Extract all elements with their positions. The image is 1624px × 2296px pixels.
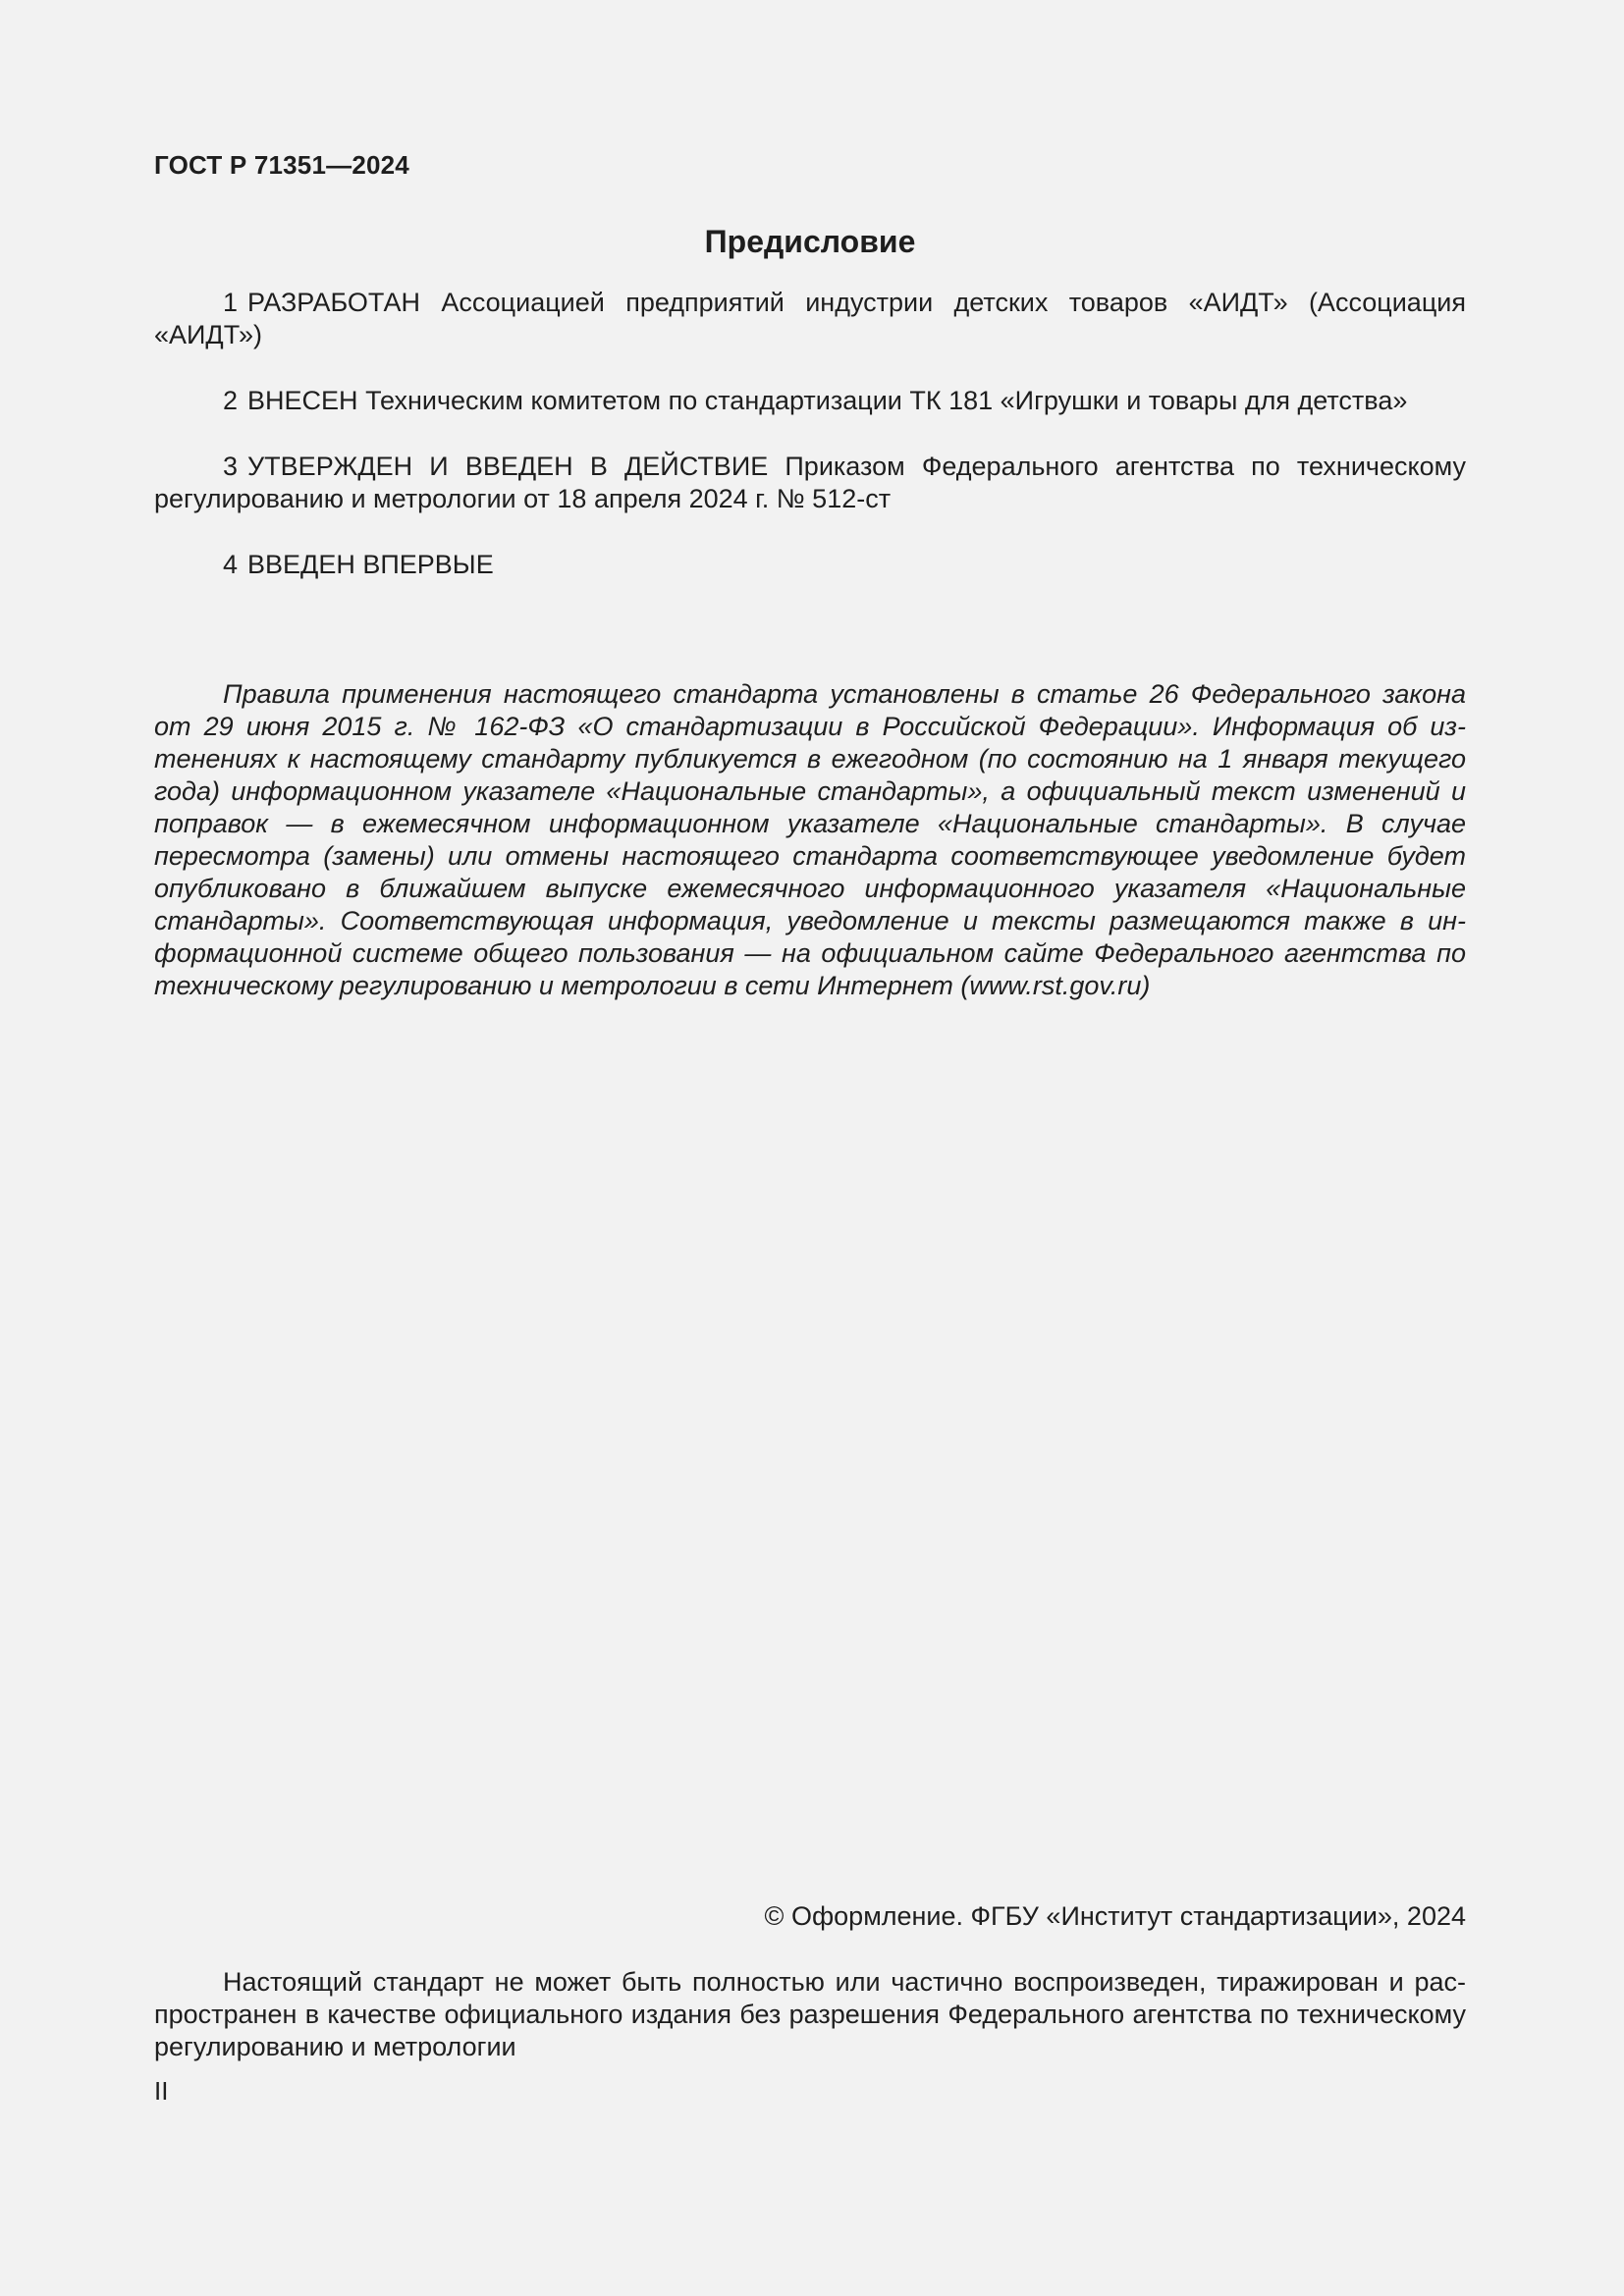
clause-text: Техническим комитетом по стандартизации ТК 181 «Игрушки и товары для детства» — [357, 386, 1408, 415]
standard-code: ГОСТ Р 71351—2024 — [154, 150, 409, 180]
clause-caps: ВВЕДЕН ВПЕРВЫЕ — [247, 550, 494, 579]
clause-1 — [154, 287, 1466, 351]
section-title-foreword: Предисловие — [704, 224, 916, 259]
foreword-clauses — [154, 287, 1466, 614]
clause-3 — [154, 451, 1466, 515]
clause-caps: УТВЕРЖДЕН И ВВЕДЕН В ДЕЙСТВИЕ — [247, 452, 769, 481]
clause-4 — [154, 549, 1466, 581]
clause-text: Ассоциацией предприятий индустрии детских товаров «АИДТ» (Ассоциация «АИДТ») — [154, 288, 1466, 349]
clause-number: 2 — [223, 386, 239, 415]
clause-caps: ВНЕСЕН — [247, 386, 358, 415]
reproduction-notice: Настоящий стандарт не может быть полностью или частично воспроизведен, тиражирован и распространен в качестве официального издания без разрешения Федерального агентства по техническому регулированию и метрологии — [154, 1967, 1466, 2061]
clause-caps: РАЗРАБОТАН — [247, 288, 420, 317]
copyright-line: © Оформление. ФГБУ «Институт стандартизации», 2024 — [764, 1901, 1466, 1931]
page-number: II — [154, 2076, 169, 2106]
clause-text: Приказом Федерального агентства по техническому регулированию и метрологии от 18 апреля 2024 г. № 512-ст — [154, 452, 1466, 513]
clause-2 — [154, 385, 1466, 417]
clause-number: 1 — [223, 288, 239, 317]
clause-number: 4 — [223, 550, 239, 579]
application-rules-note: Правила применения настоящего стандарта установлены в статье 26 Федерального закона от 29 июня 2015 г. № 162-ФЗ «О стандартизации в Российской Федерации». Информация об изmенениях к настоящему стандарту публикуется в ежегодном (по состоянию на 1 января текущего года) информационном указателе «Национальные стандарты», а официальный текст изменений и поправок — в ежемесячном информационном указателе «Национальные стандарты». В случае пересмотра (замены) или отмены настоящего стандарта соответствующее уведомление будет опубликовано в ближайшем выпуске ежемесячного информационного указателя «Национальные стандарты». Соответствующая информация, уведомление и тексты размещаются также в информационной системе общего пользования — на официальном сайте Федерального агентства по техническому регулированию и метрологии в сети Интернет (www.rst.gov.ru) — [154, 679, 1466, 1000]
clause-number: 3 — [223, 452, 239, 481]
